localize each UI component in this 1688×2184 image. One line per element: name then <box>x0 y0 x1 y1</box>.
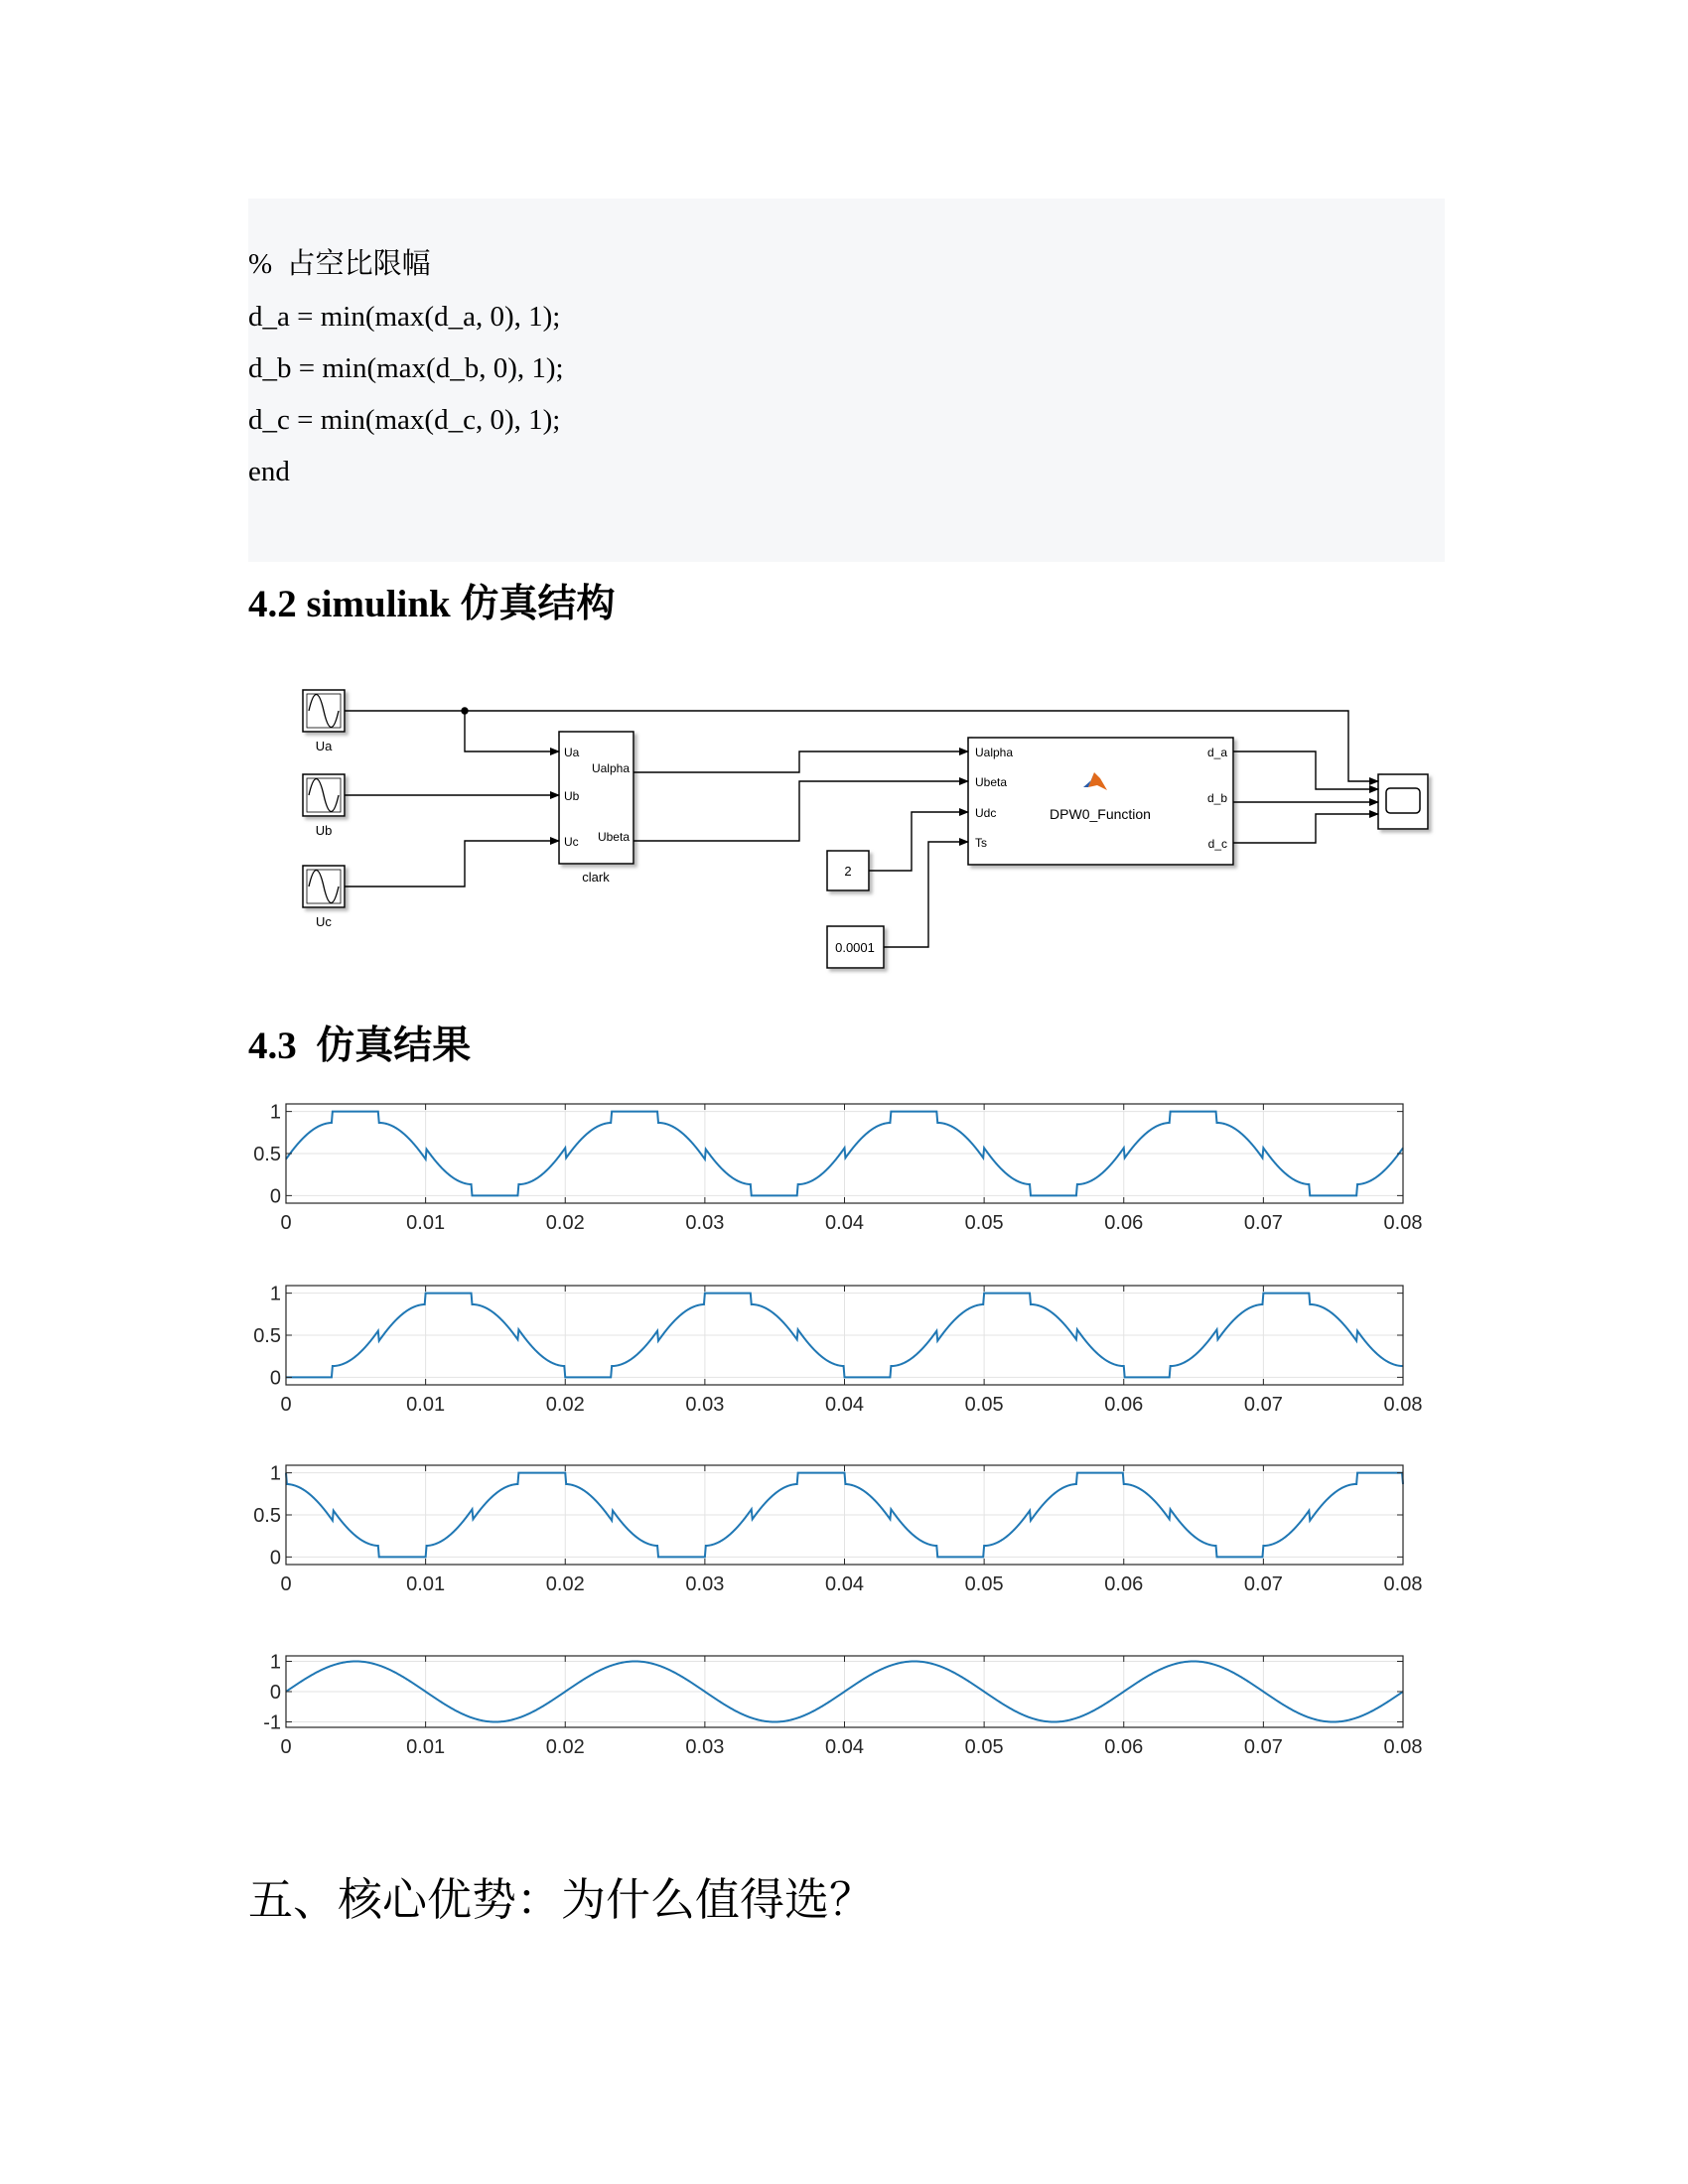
x-tick-label: 0.02 <box>545 1573 585 1595</box>
x-tick-label: 0.04 <box>825 1736 864 1758</box>
chart-panel-1 <box>253 1102 1422 1234</box>
y-tick-label: 1 <box>269 1101 281 1124</box>
y-tick-label: 0.5 <box>253 1325 281 1347</box>
func-out-da: d_a <box>1206 746 1227 759</box>
x-tick-label: 0.08 <box>1383 1212 1423 1234</box>
heading-4-3: 4.3 仿真结果 <box>248 1024 472 1067</box>
x-tick-label: 0.08 <box>1383 1736 1423 1758</box>
x-tick-label: 0 <box>280 1573 292 1595</box>
y-tick-label: 1 <box>269 1651 281 1674</box>
x-tick-label: 0.03 <box>685 1736 725 1758</box>
y-tick-label: 1 <box>269 1283 281 1305</box>
func-out-dc: d_c <box>1207 837 1227 851</box>
x-tick-label: 0.05 <box>964 1573 1004 1595</box>
clark-in-ub: Ub <box>564 789 580 803</box>
chart-panel-3 <box>253 1463 1422 1595</box>
x-tick-label: 0.07 <box>1243 1394 1283 1416</box>
func-in-ubeta: Ubeta <box>975 775 1008 789</box>
x-tick-label: 0.06 <box>1104 1212 1144 1234</box>
x-tick-label: 0.02 <box>545 1736 585 1758</box>
x-tick-label: 0.07 <box>1243 1736 1283 1758</box>
clark-out-ubeta: Ubeta <box>597 830 630 844</box>
y-tick-label: -1 <box>263 1711 281 1734</box>
clark-in-uc: Uc <box>564 835 579 849</box>
func-in-ts: Ts <box>975 836 987 850</box>
x-tick-label: 0.06 <box>1104 1736 1144 1758</box>
x-tick-label: 0.05 <box>964 1394 1004 1416</box>
x-tick-label: 0.01 <box>406 1212 446 1234</box>
x-tick-label: 0 <box>280 1212 292 1234</box>
x-tick-label: 0.07 <box>1243 1573 1283 1595</box>
simulation-results-charts <box>228 1092 1479 1807</box>
y-tick-label: 0 <box>269 1682 281 1704</box>
y-tick-label: 1 <box>269 1462 281 1485</box>
source-ua-label: Ua <box>315 739 333 753</box>
code-block <box>248 199 1445 562</box>
constant-ts-block[interactable] <box>827 926 884 968</box>
source-ub-block[interactable] <box>303 774 345 838</box>
constant-2-value: 2 <box>844 864 852 879</box>
x-tick-label: 0.02 <box>545 1394 585 1416</box>
code-line-da: d_a = min(max(d_a, 0), 1); <box>248 301 561 333</box>
func-in-ualpha: Ualpha <box>975 746 1014 759</box>
constant-ts-value: 0.0001 <box>835 940 875 955</box>
y-tick-label: 0.5 <box>253 1505 281 1527</box>
constant-2-block[interactable] <box>827 851 869 890</box>
x-tick-label: 0.08 <box>1383 1573 1423 1595</box>
x-tick-label: 0.04 <box>825 1573 864 1595</box>
code-line-db: d_b = min(max(d_b, 0), 1); <box>248 352 564 384</box>
chart-panel-4 <box>263 1651 1422 1758</box>
code-line-dc: d_c = min(max(d_c, 0), 1); <box>248 404 561 436</box>
x-tick-label: 0 <box>280 1394 292 1416</box>
scope-screen-icon <box>1386 788 1420 813</box>
x-tick-label: 0.01 <box>406 1736 446 1758</box>
x-tick-label: 0.02 <box>545 1212 585 1234</box>
source-ub-label: Ub <box>315 823 333 838</box>
x-tick-label: 0.06 <box>1104 1394 1144 1416</box>
code-comment: % 占空比限幅 <box>248 248 431 280</box>
code-line-end: end <box>248 456 290 487</box>
x-tick-label: 0.05 <box>964 1212 1004 1234</box>
source-uc-label: Uc <box>316 914 332 929</box>
x-tick-label: 0.06 <box>1104 1573 1144 1595</box>
x-tick-label: 0.04 <box>825 1212 864 1234</box>
scope-block[interactable] <box>1378 774 1428 829</box>
y-tick-label: 0 <box>269 1185 281 1208</box>
source-uc-block[interactable] <box>303 866 345 929</box>
chart-panel-2 <box>253 1284 1422 1416</box>
x-tick-label: 0.01 <box>406 1573 446 1595</box>
x-tick-label: 0.01 <box>406 1394 446 1416</box>
y-tick-label: 0.5 <box>253 1144 281 1165</box>
heading-section-5: 五、核心优势：为什么值得选？ <box>248 1875 875 1925</box>
clark-in-ua: Ua <box>564 746 580 759</box>
y-tick-label: 0 <box>269 1547 281 1570</box>
x-tick-label: 0.08 <box>1383 1394 1423 1416</box>
func-block-name: DPW0_Function <box>1050 806 1151 822</box>
func-out-db: d_b <box>1206 791 1227 805</box>
dpw0-function-block[interactable] <box>968 738 1233 865</box>
source-ua-block[interactable] <box>303 690 345 753</box>
clark-out-ualpha: Ualpha <box>591 761 630 775</box>
clark-block[interactable] <box>559 732 633 885</box>
heading-4-2: 4.2 simulink 仿真结构 <box>248 583 616 625</box>
y-tick-label: 0 <box>269 1367 281 1390</box>
simulink-diagram <box>288 675 1450 993</box>
x-tick-label: 0.03 <box>685 1212 725 1234</box>
x-tick-label: 0.03 <box>685 1394 725 1416</box>
x-tick-label: 0.07 <box>1243 1212 1283 1234</box>
x-tick-label: 0.04 <box>825 1394 864 1416</box>
clark-block-name: clark <box>582 870 610 885</box>
x-tick-label: 0.05 <box>964 1736 1004 1758</box>
func-in-udc: Udc <box>975 806 997 820</box>
x-tick-label: 0 <box>280 1736 292 1758</box>
x-tick-label: 0.03 <box>685 1573 725 1595</box>
